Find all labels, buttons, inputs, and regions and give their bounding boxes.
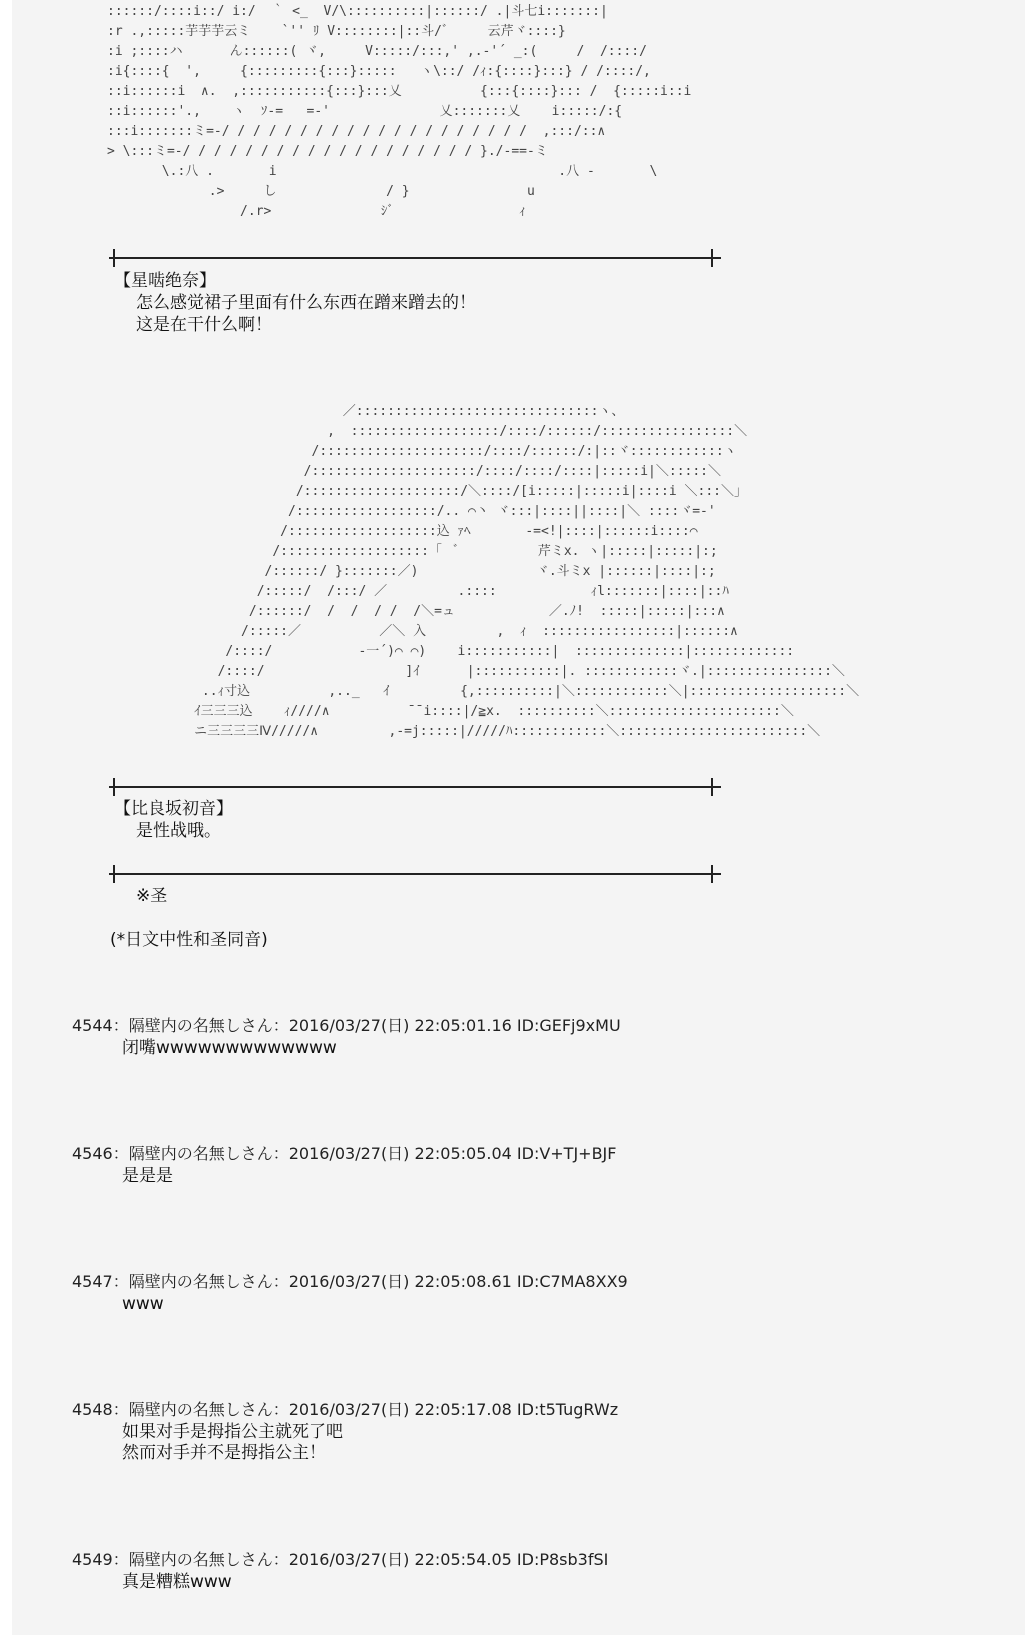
post-header: 4549：隔壁内の名無しさん：2016/03/27(日) 22:05:54.05 ID:P8sb3fSI bbox=[72, 1550, 609, 1569]
dialogue-line: 这是在干什么啊！ bbox=[136, 315, 272, 335]
page-background bbox=[12, 0, 1025, 1635]
post-body bbox=[122, 1422, 343, 1464]
ascii-art-2: ／:::::::::::::::::::::::::::::::ヽ、 , :::::::::::::::::::/::::/::::::/:::::::::::::::::＼ /:::::::::::::::::::::/::::/::::::/:|::ヾ::::::::::::ヽ /:::::::::::::::::::::/::::/::::/::::|:::::i|＼:::::＼ /::::::::::::::::::::/＼::::/[i:::::|:::::i|::::i ＼:::＼」 /::::::::::::::::::/.. ⌒丶 ヾ:::|::::||::::|＼ ::::ヾ=-' /:::::::::::::::::::込 ｧﾍ -=<!|::::|::::::i::::⌒ /:::::::::::::::::::「 ﾞ 芹ミx. ヽ|:::::|:::::|:; /::::::/ }:::::::／) ヾ.斗ミx |::::::|::::|:; /:::::/ /:::/ ／ .:::: ｨl:::::::|::::|::ﾊ /::::::/ / / / / /＼=ュ ／.ﾉ! :::::|:::::|:::∧ /:::::／ ／＼ 入 , ｨ :::::::::::::::::|::::::∧ /::::/ ‐一´)⌒ ⌒) i:::::::::::| ::::::::::::::|::::::::::::: /::::/ ]ｲ |:::::::::::|. ::::::::::::ヾ.|::::::::::::::::＼ ..ｨ寸込 ,.._ ｲ {,::::::::::|＼::::::::::::＼|::::::::::::::::::::＼ ｲ三三三込 ｨ////∧ ¯¯i::::|/≧x. ::::::::::＼::::::::::::::::::::::＼ ニ三三三三Ⅳ/////∧ ,‐=j:::::|/////ﾊ::::::::::::＼::::::::::::::::::::::::＼ bbox=[194, 404, 860, 739]
footnote-mark: ※圣 bbox=[136, 886, 168, 906]
post-line: 真是糟糕www bbox=[122, 1572, 232, 1592]
post-header: 4546：隔壁内の名無しさん：2016/03/27(日) 22:05:05.04 ID:V+TJ+BJF bbox=[72, 1144, 617, 1163]
post-line: www bbox=[122, 1294, 164, 1314]
dialogue-line: 怎么感觉裙子里面有什么东西在蹭来蹭去的！ bbox=[136, 293, 476, 313]
post-header: 4544：隔壁内の名無しさん：2016/03/27(日) 22:05:01.16 ID:GEFj9xMU bbox=[72, 1016, 621, 1035]
post-line: 闭嘴wwwwwwwwwwwww bbox=[122, 1038, 337, 1058]
ascii-art-1: ::::::/::::i::/ i:/ ｀ <_ V/\::::::::::|::::::/ .|斗七i:::::::| :r .,:::::芋芋芋云ミ `'' ﾘ V::::::::|::斗/ﾞ 云芹ヾ::::} :i ;::::ハ ん::::::( ヾ, V:::::/:::,' ,.-'´ _:( / /::::/ :i{::::{ ', {:::::::::{:::}::::: ヽ\::/ /ｨ:{::::}:::} / /::::/, ::i::::::i ∧. ,:::::::::::{:::}:::乂 {:::{::::}::: / {:::::i::i ::i::::::'., ヽ ｿ-= =-' 乂:::::::乂 i:::::/:{ :::i:::::::ミ=-/ / / / / / / / / / / / / / / / / / / / ,:::/::∧ > \:::ミ=-/ / / / / / / / / / / / / / / / / / / }./-==-ミ \.:八 . i .八 ‐ \ .> し / } u /.r> ｼﾞ ｨ bbox=[107, 4, 692, 219]
post-header: 4548：隔壁内の名無しさん：2016/03/27(日) 22:05:17.08 ID:t5TugRWz bbox=[72, 1400, 619, 1419]
separator-2 bbox=[109, 786, 721, 788]
post-body bbox=[122, 1038, 337, 1059]
post-body bbox=[122, 1572, 232, 1593]
post-header: 4547：隔壁内の名無しさん：2016/03/27(日) 22:05:08.61 ID:C7MA8XX9 bbox=[72, 1272, 628, 1291]
post-line: 然而对手并不是拇指公主！ bbox=[122, 1443, 326, 1463]
dialogue-line: 是性战哦。 bbox=[136, 821, 221, 841]
footnote-text: (*日文中性和圣同音) bbox=[110, 930, 268, 950]
speaker-name: 【星啮绝奈】 bbox=[114, 271, 216, 291]
post-line: 是是是 bbox=[122, 1166, 173, 1186]
post-body bbox=[122, 1166, 173, 1187]
post-line: 如果对手是拇指公主就死了吧 bbox=[122, 1422, 343, 1442]
speaker-name: 【比良坂初音】 bbox=[114, 799, 233, 819]
post-body bbox=[122, 1294, 164, 1315]
separator-1 bbox=[109, 257, 721, 259]
separator-3 bbox=[109, 873, 721, 875]
